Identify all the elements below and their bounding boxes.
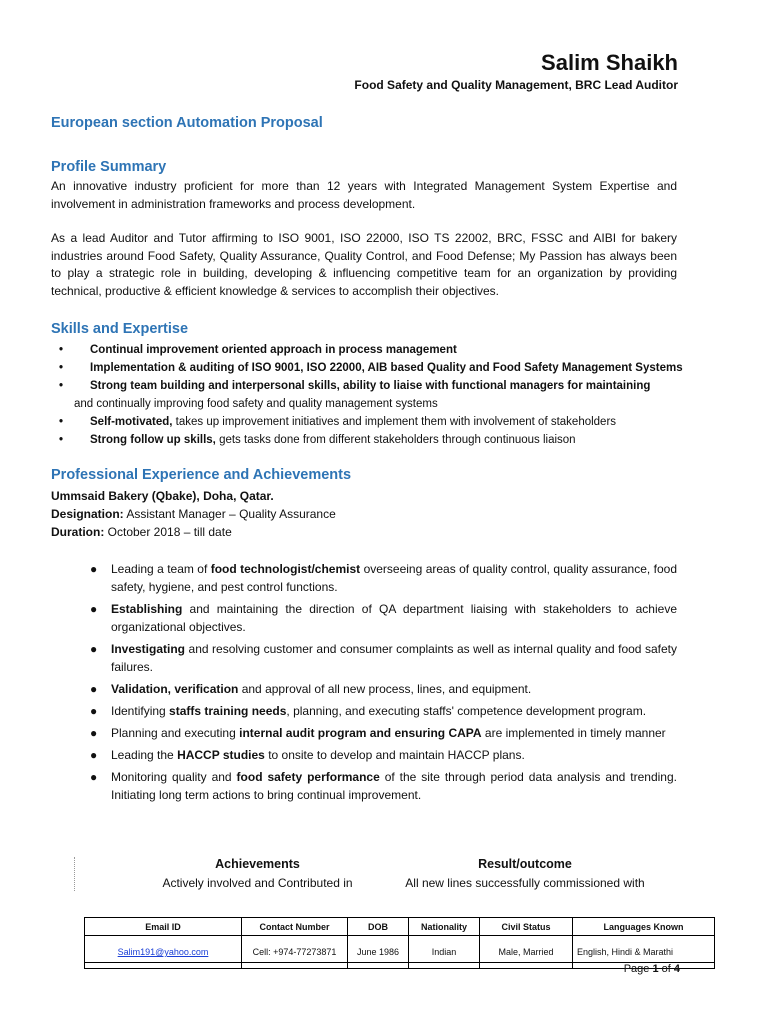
achievement-item: ● Investigating and resolving customer and consumer complaints as well as internal quality and food safety failures. [90,642,677,674]
civil-status-cell: Male, Married [480,936,573,969]
nationality-column-header: Nationality [409,918,480,936]
result-column-text: All new lines successfully commissioned with [405,876,645,890]
table-row [85,936,715,969]
achievement-item: ● Planning and executing internal audit program and ensuring CAPA are implemented in timely manner [90,726,666,740]
civil-status-column-header: Civil Status [480,918,573,936]
bullet-icon: • [59,362,64,374]
bullet-icon: • [59,434,64,446]
bullet-icon: ● [90,770,98,784]
skill-item: • Strong team building and interpersonal skills, ability to liaise with functional managers for maintaining and continually improving food safety and quality management systems [51,377,711,413]
languages-cell: English, Hindi & Marathi [573,936,715,969]
skill-item: • Strong follow up skills, gets tasks done from different stakeholders through continuous liaison [51,431,711,449]
contact-cell: Cell: +974-77273871 [242,936,348,969]
duration-line: Duration: October 2018 – till date [51,525,232,539]
table-header-row [85,918,715,936]
achievement-item: ● Leading the HACCP studies to onsite to develop and maintain HACCP plans. [90,748,525,762]
result-column-heading: Result/outcome [478,857,572,871]
achievements-column-text: Actively involved and Contributed in [162,876,353,890]
profile-summary-heading: Profile Summary [51,159,167,175]
experience-details [51,487,336,541]
languages-column-header: Languages Known [573,918,715,936]
bullet-icon: ● [90,682,98,696]
achievements-list [90,560,677,808]
bullet-icon: • [59,416,64,428]
achievement-item: ● Identifying staffs training needs, planning, and executing staffs' competence development program. [90,704,647,718]
nationality-cell: Indian [409,936,480,969]
email-cell [85,936,242,969]
dob-cell: June 1986 [348,936,409,969]
profile-summary-paragraph-1: An innovative industry proficient for more than 12 years with Integrated Management System Expertise and involvement in administration frameworks and process development. [51,179,677,211]
bullet-icon: ● [90,704,98,718]
achievement-item: ● Leading a team of food technologist/chemist overseeing areas of quality control, quality assurance, food safety, hygiene, and pest control functions. [90,562,677,594]
bullet-icon: ● [90,642,98,656]
skill-item: • Self-motivated, takes up improvement initiatives and implement them with involvement of stakeholders [51,413,711,431]
table-margin-marker [74,857,79,891]
bullet-icon: ● [90,726,98,740]
bullet-icon: • [59,344,64,356]
achievement-item: ● Validation, verification and approval of all new process, lines, and equipment. [90,682,532,696]
email-link[interactable]: Salim191@yahoo.com [117,947,209,957]
bullet-icon: • [59,380,64,392]
page-footer: Page 1 of 4 [623,963,680,975]
experience-heading: Professional Experience and Achievements [51,467,352,483]
profile-summary-paragraph-2: As a lead Auditor and Tutor affirming to ISO 9001, ISO 22000, ISO TS 22002, BRC, FSSC and AIBI for bakery industries around Food Safety, Quality Assurance, Quality Control, and Food Defense; My Passion has always been to play a strategic role in building, developing & influencing competitive team for an organization by providing technical, productive & efficient knowledge & services to accomplish their objectives. [51,231,677,298]
skill-item: • Continual improvement oriented approach in process management [51,341,711,359]
dob-column-header: DOB [348,918,409,936]
skills-heading: Skills and Expertise [51,321,189,337]
bullet-icon: ● [90,748,98,762]
company-name: Ummsaid Bakery (Qbake), Doha, Qatar. [51,489,274,503]
footer-divider [84,962,715,963]
proposal-title: European section Automation Proposal [51,115,323,131]
email-column-header: Email ID [85,918,242,936]
designation-line: Designation: Assistant Manager – Quality Assurance [51,507,336,521]
candidate-subtitle: Food Safety and Quality Management, BRC Lead Auditor [354,78,678,92]
achievement-item: ● Monitoring quality and food safety performance of the site through period data analysis and trending. Initiating long term actions to bring continual improvement. [90,770,677,802]
achievement-item: ● Establishing and maintaining the direction of QA department liaising with stakeholders to achieve organizational objectives. [90,602,677,634]
bullet-icon: ● [90,562,98,576]
candidate-name: Salim Shaikh [541,50,678,75]
contact-column-header: Contact Number [242,918,348,936]
bullet-icon: ● [90,602,98,616]
achievements-column-heading: Achievements [215,857,300,871]
skill-item: • Implementation & auditing of ISO 9001, ISO 22000, AIB based Quality and Food Safety Management Systems [51,359,711,377]
skills-list [51,341,711,449]
